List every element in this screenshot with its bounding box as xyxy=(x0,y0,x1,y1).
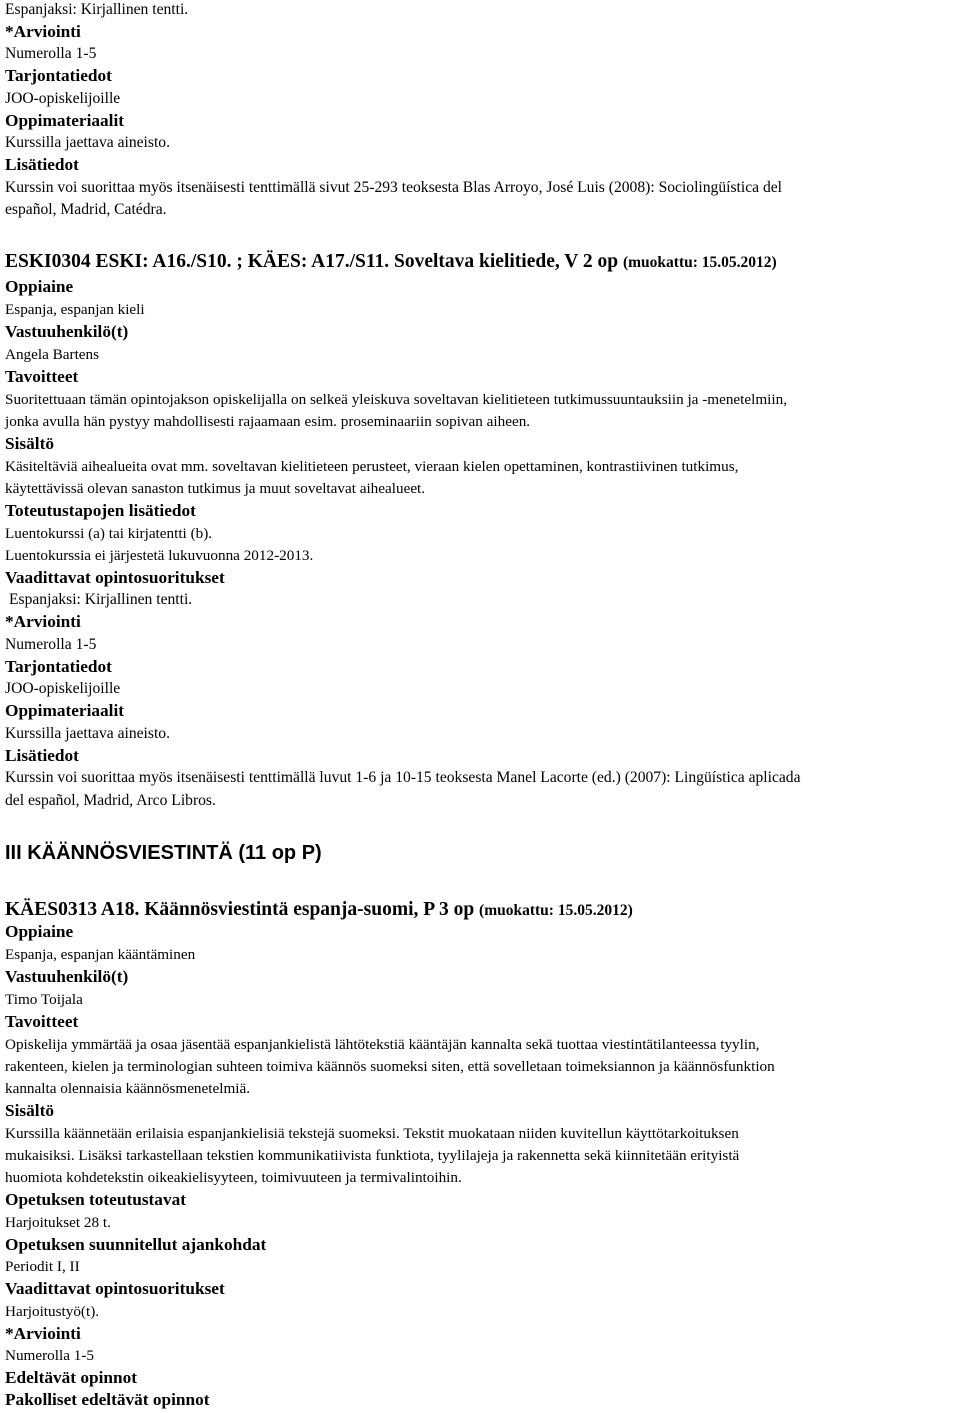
toteutus-label: Toteutustapojen lisätiedot xyxy=(5,501,196,520)
lisatiedot-label: Lisätiedot xyxy=(5,746,79,765)
arviointi-label: *Arviointi xyxy=(5,612,81,631)
tavoitteet-text: Opiskelija ymmärtää ja osaa jäsentää espanjankielistä lähtötekstiä kääntäjän kannalta sekä tuottaa viestintätilanteessa tyylin, xyxy=(5,1036,760,1053)
tavoitteet-text: kannalta olennaisia käännösmenetelmiä. xyxy=(5,1080,251,1097)
section-heading: III KÄÄNNÖSVIESTINTÄ (11 op P) xyxy=(5,842,322,864)
pakolliset-label: Pakolliset edeltävät opinnot xyxy=(5,1390,210,1409)
tavoitteet-text: jonka avulla hän pystyy mahdollisesti rajaamaan esim. proseminaariin sopivan aiheen. xyxy=(5,413,531,430)
sisalto-text: huomiota kohdetekstin oikeakielisyyteen, toimivuuteen ja termivalintoihin. xyxy=(5,1169,462,1186)
ajankohdat-label: Opetuksen suunnitellut ajankohdat xyxy=(5,1235,267,1254)
vaaditut-value: Espanjaksi: Kirjallinen tentti. xyxy=(9,591,193,608)
vastuu-value: Angela Bartens xyxy=(5,346,100,363)
vastuu-value: Timo Toijala xyxy=(5,991,83,1008)
arviointi-value: Numerolla 1-5 xyxy=(5,1347,94,1364)
arviointi-value: Numerolla 1-5 xyxy=(5,636,97,653)
lisatiedot-text: Kurssin voi suorittaa myös itsenäisesti tenttimällä luvut 1-6 ja 10-15 teoksesta Manel Lacorte (ed.) (2007): Lingüística aplicada xyxy=(5,769,801,786)
exam-value: Espanjaksi: Kirjallinen tentti. xyxy=(5,1,189,18)
lisatiedot-label: Lisätiedot xyxy=(5,155,79,174)
arviointi-value: Numerolla 1-5 xyxy=(5,45,97,62)
toteutus-text: Luentokurssia ei järjestetä lukuvuonna 2012-2013. xyxy=(5,547,314,564)
lisatiedot-text: español, Madrid, Catédra. xyxy=(5,201,167,218)
materiaalit-label: Oppimateriaalit xyxy=(5,701,125,720)
ajankohdat-value: Periodit I, II xyxy=(5,1258,80,1275)
sisalto-text: mukaisiksi. Lisäksi tarkastellaan tekstien kommunikatiivista funktiota, tyylilajeja ja rakennetta sekä kiinnitetään erityistä xyxy=(5,1147,740,1164)
course-title xyxy=(5,900,633,921)
arviointi-label: *Arviointi xyxy=(5,22,81,41)
oppiaine-label: Oppiaine xyxy=(5,922,74,941)
course-title-text: ESKI0304 ESKI: A16./S10. ; KÄES: A17./S11. Soveltava kielitiede, V 2 op xyxy=(5,251,619,272)
course-title-text: KÄES0313 A18. Käännösviestintä espanja-suomi, P 3 op xyxy=(5,899,475,920)
tarjonta-value: JOO-opiskelijoille xyxy=(5,90,121,107)
materiaalit-value: Kurssilla jaettava aineisto. xyxy=(5,725,170,742)
tarjonta-label: Tarjontatiedot xyxy=(5,66,112,85)
tavoitteet-label: Tavoitteet xyxy=(5,367,79,386)
vaaditut-value: Harjoitustyö(t). xyxy=(5,1303,100,1320)
lisatiedot-text: del español, Madrid, Arco Libros. xyxy=(5,792,216,809)
materiaalit-label: Oppimateriaalit xyxy=(5,111,125,130)
tavoitteet-label: Tavoitteet xyxy=(5,1012,79,1031)
arviointi-label: *Arviointi xyxy=(5,1324,81,1343)
lisatiedot-text: Kurssin voi suorittaa myös itsenäisesti tenttimällä sivut 25-293 teoksesta Blas Arroyo, José Luis (2008): Sociolingüística del xyxy=(5,179,782,196)
tavoitteet-text: rakenteen, kielen ja terminologian suhteen toimiva käännös suomeksi siten, että sovelletaan toimeksiannon ja käännösfunktion xyxy=(5,1058,775,1075)
course-modified: (muokattu: 15.05.2012) xyxy=(622,254,777,271)
vaaditut-label: Vaadittavat opintosuoritukset xyxy=(5,568,225,587)
tarjonta-label: Tarjontatiedot xyxy=(5,657,112,676)
course-title xyxy=(5,252,777,273)
oppiaine-value: Espanja, espanjan kääntäminen xyxy=(5,946,196,963)
toteutus-text: Luentokurssi (a) tai kirjatentti (b). xyxy=(5,525,213,542)
oppiaine-label: Oppiaine xyxy=(5,277,74,296)
tavoitteet-text: Suoritettuaan tämän opintojakson opiskelijalla on selkeä yleiskuva soveltavan kielitieteen tutkimussuuntauksiin ja -menetelmiin, xyxy=(5,391,787,408)
vaaditut-label: Vaadittavat opintosuoritukset xyxy=(5,1279,225,1298)
toteutustavat-label: Opetuksen toteutustavat xyxy=(5,1190,186,1209)
sisalto-label: Sisältö xyxy=(5,434,54,453)
vastuu-label: Vastuuhenkilö(t) xyxy=(5,322,129,341)
tarjonta-value: JOO-opiskelijoille xyxy=(5,680,121,697)
materiaalit-value: Kurssilla jaettava aineisto. xyxy=(5,134,170,151)
toteutustavat-value: Harjoitukset 28 t. xyxy=(5,1214,111,1231)
sisalto-text: käytettävissä olevan sanaston tutkimus ja muut soveltavat aihealueet. xyxy=(5,480,426,497)
edeltavat-label: Edeltävät opinnot xyxy=(5,1368,138,1387)
vastuu-label: Vastuuhenkilö(t) xyxy=(5,967,129,986)
sisalto-text: Kurssilla käännetään erilaisia espanjankielisiä tekstejä suomeksi. Tekstit muokataan niiden kuvitellun käyttötarkoituksen xyxy=(5,1125,739,1142)
sisalto-label: Sisältö xyxy=(5,1101,54,1120)
course-modified: (muokattu: 15.05.2012) xyxy=(479,902,633,919)
oppiaine-value: Espanja, espanjan kieli xyxy=(5,301,145,318)
sisalto-text: Käsiteltäviä aihealueita ovat mm. soveltavan kielitieteen perusteet, vieraan kielen opettaminen, kontrastiivinen tutkimus, xyxy=(5,458,739,475)
